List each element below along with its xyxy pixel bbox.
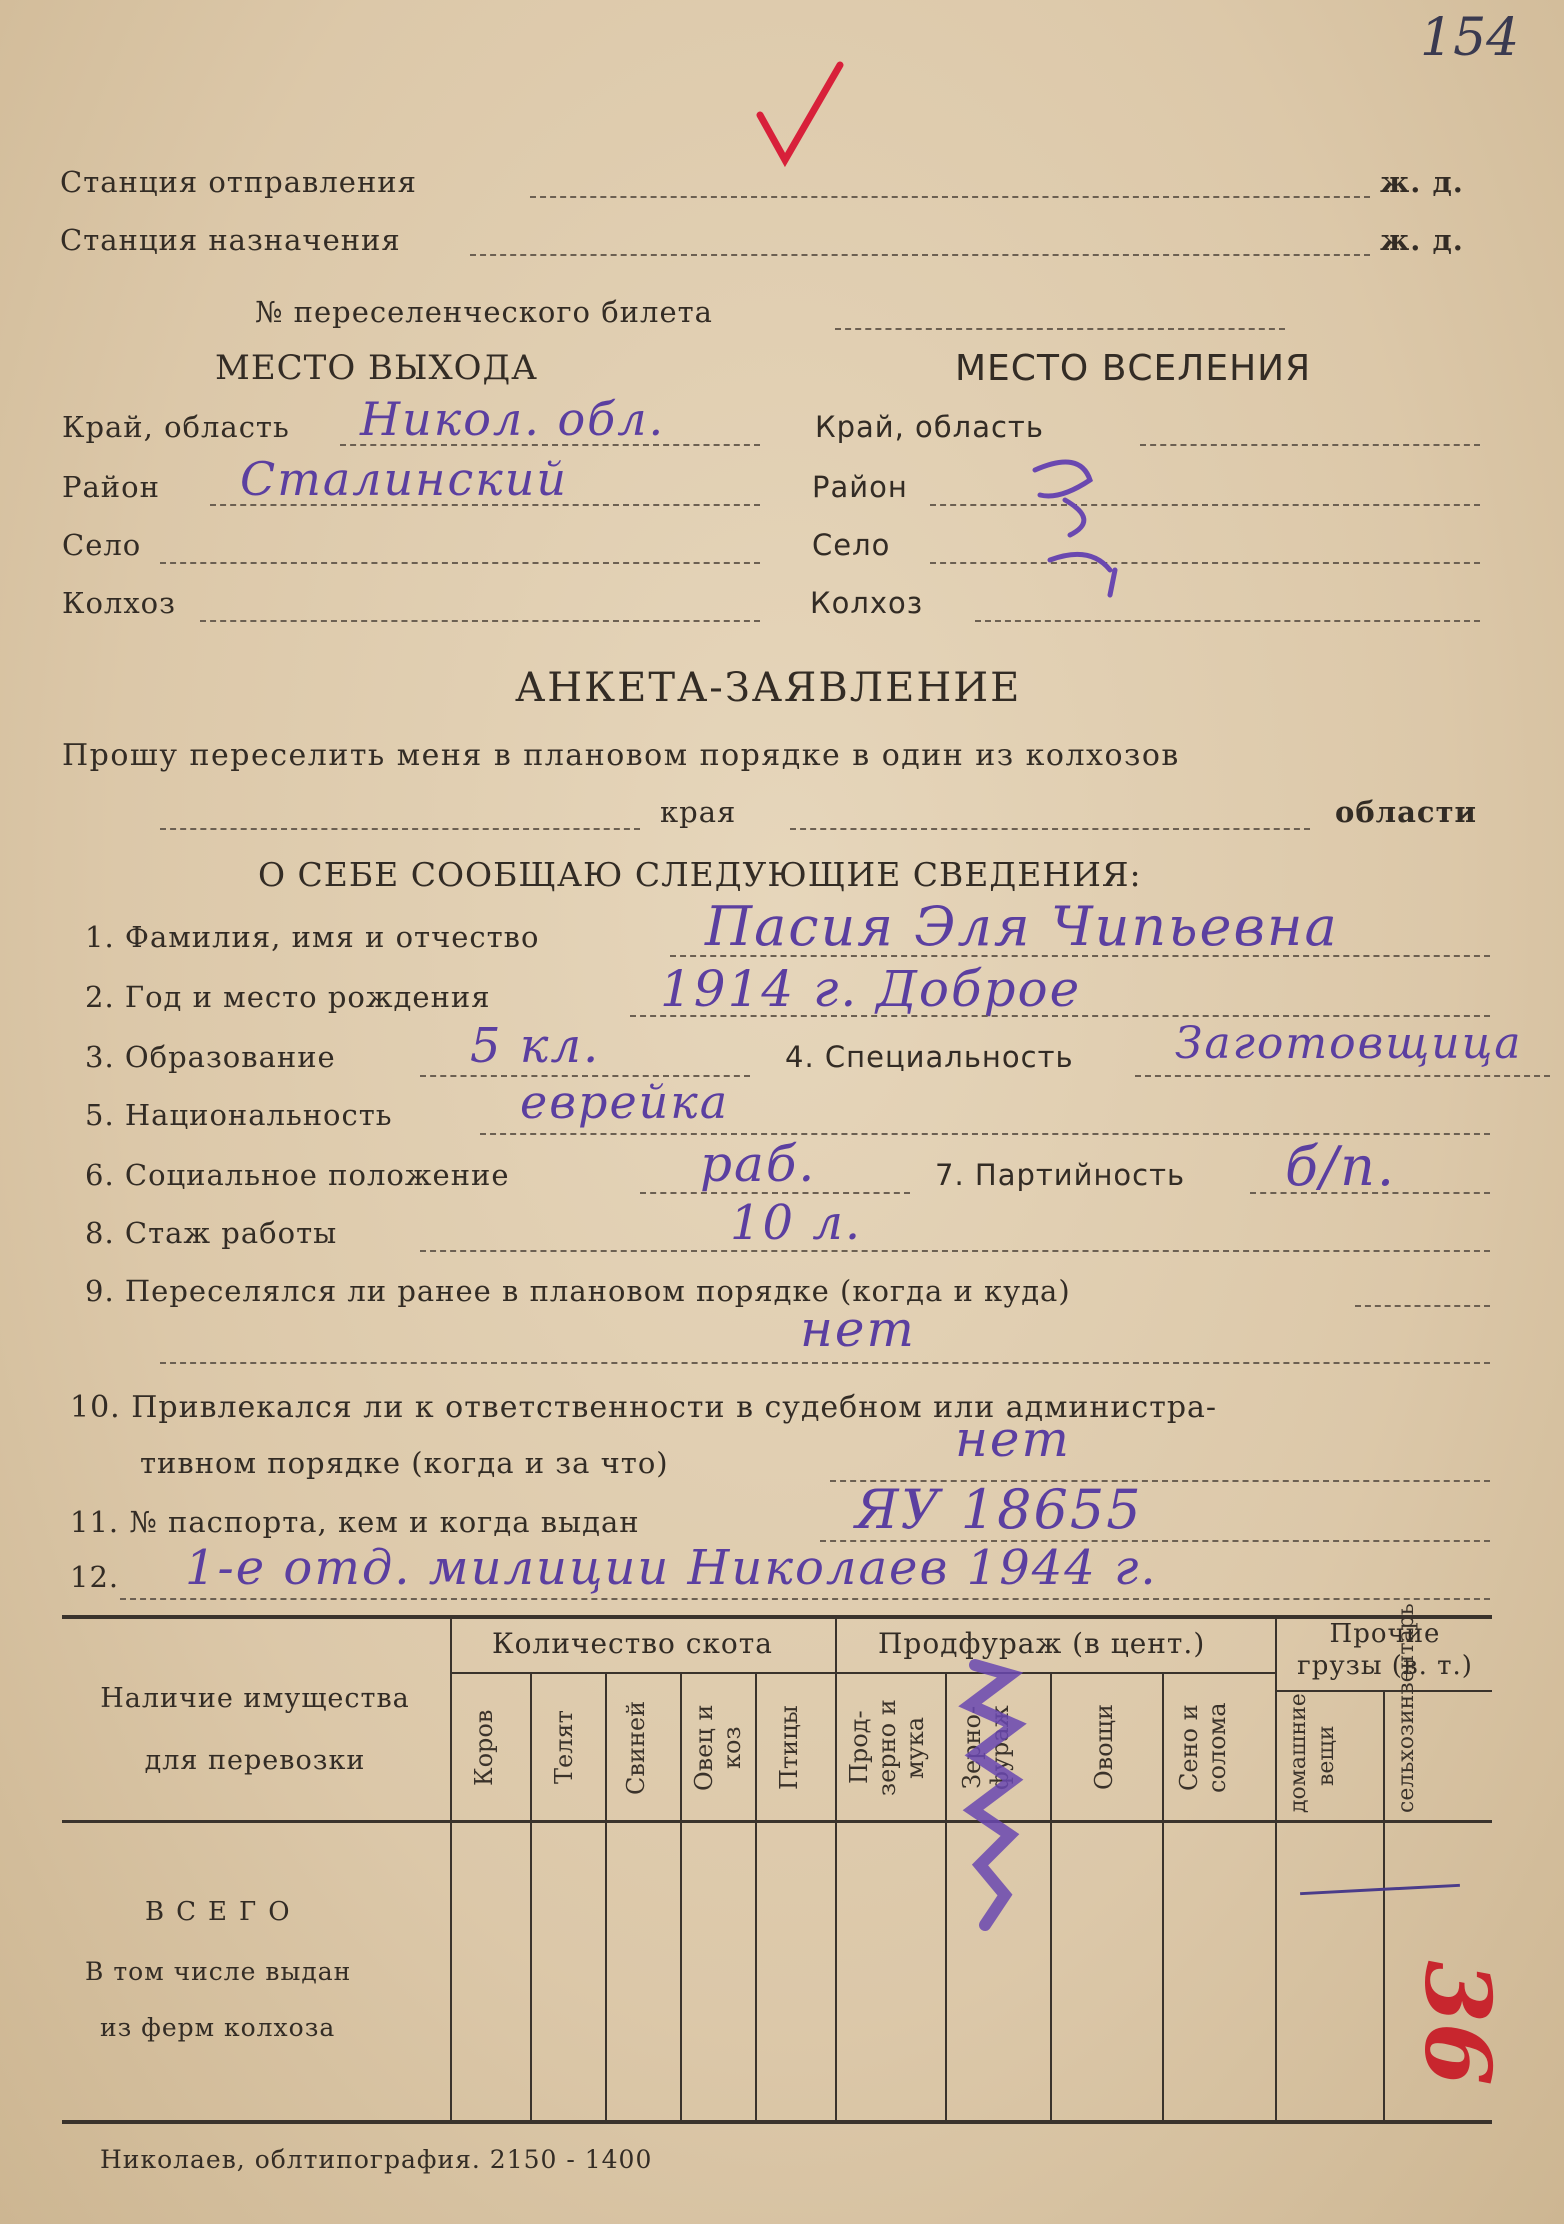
form-title: АНКЕТА-ЗАЯВЛЕНИЕ — [515, 665, 1022, 711]
dest-district-label: Район — [812, 470, 908, 504]
scribble-mark — [1020, 450, 1140, 600]
origin-region-label: Край, область — [62, 410, 290, 444]
field-2-line — [630, 1015, 1490, 1017]
field-8-label: 8. Стаж работы — [85, 1216, 338, 1250]
check-mark-icon — [755, 60, 845, 170]
other-dash — [1300, 1884, 1460, 1895]
origin-village-label: Село — [62, 528, 142, 562]
property-header: Наличие имущества для перевозки — [100, 1683, 410, 1776]
destination-station-line — [470, 254, 1370, 256]
col-vegetables: Овощи — [1090, 1704, 1118, 1791]
issued-label-2: из ферм колхоза — [100, 2013, 336, 2042]
dest-region-line — [1140, 444, 1480, 446]
field-9-line-b — [160, 1362, 1490, 1364]
origin-district-value: Сталинский — [240, 452, 568, 506]
rail-suffix-1: ж. д. — [1380, 165, 1464, 199]
field-11-label: 11. № паспорта, кем и когда выдан — [70, 1505, 640, 1539]
origin-village-line — [160, 562, 760, 564]
col-sheep: Овец и коз — [690, 1704, 746, 1791]
dest-region-label: Край, область — [815, 410, 1044, 444]
col-fodder: Зерно-фураж — [958, 1705, 1014, 1790]
field-4-value: Заготовщица — [1175, 1018, 1523, 1069]
field-4-label: 4. Специальность — [785, 1040, 1074, 1074]
field-3-label: 3. Образование — [85, 1040, 336, 1074]
origin-region-line — [340, 444, 760, 446]
issued-label-1: В том числе выдан — [85, 1957, 352, 1986]
field-9-line-a — [1355, 1305, 1490, 1307]
dest-kolkhoz-line — [975, 620, 1480, 622]
rail-suffix-2: ж. д. — [1380, 223, 1464, 257]
corner-mark: 36 — [1404, 1960, 1511, 2086]
departure-station-line — [530, 196, 1370, 198]
col-equipment: сельхозинвентарь — [1394, 1603, 1419, 1813]
field-9-label: 9. Переселялся ли ранее в плановом порядке (когда и куда) — [85, 1274, 1071, 1308]
origin-district-label: Район — [62, 470, 160, 504]
field-7-line — [1250, 1192, 1490, 1194]
field-6-value: раб. — [700, 1135, 817, 1193]
field-1-label: 1. Фамилия, имя и отчество — [85, 920, 540, 954]
departure-station-label: Станция отправления — [60, 165, 417, 199]
origin-title: МЕСТО ВЫХОДА — [215, 348, 538, 388]
field-7-label: 7. Партийность — [935, 1158, 1186, 1192]
field-1-value: Пасия Эля Чипьевна — [705, 895, 1339, 958]
field-3-value: 5 кл. — [470, 1018, 601, 1074]
field-6-label: 6. Социальное положение — [85, 1158, 510, 1192]
request-line: Прошу переселить меня в плановом порядке в один из колхозов — [62, 738, 1180, 773]
field-12-line — [120, 1598, 1490, 1600]
field-12-value: 1-е отд. милиции Николаев 1944 г. — [185, 1540, 1158, 1596]
archive-number: 154 — [1420, 8, 1520, 68]
ticket-number-label: № переселенческого билета — [255, 295, 713, 329]
col-grain: Прод-зерно и мука — [845, 1699, 929, 1796]
field-4-line — [1135, 1075, 1550, 1077]
col-pigs: Свиней — [622, 1700, 650, 1795]
total-label: ВСЕГО — [145, 1897, 302, 1927]
origin-region-value: Никол. обл. — [360, 392, 666, 446]
col-cows: Коров — [470, 1709, 498, 1786]
col-poultry: Птицы — [775, 1705, 803, 1790]
oblast-label: области — [1335, 795, 1478, 829]
field-7-value: б/п. — [1285, 1135, 1397, 1198]
dest-district-line — [930, 504, 1480, 506]
field-10-label-1: 10. Привлекался ли к ответственности в судебном или администра- — [70, 1390, 1218, 1425]
info-heading: О СЕБЕ СООБЩАЮ СЛЕДУЮЩИЕ СВЕДЕНИЯ: — [258, 855, 1142, 894]
origin-district-line — [210, 504, 760, 506]
kray-line-right — [790, 828, 1310, 830]
field-1-line — [670, 955, 1490, 957]
kray-label: края — [660, 795, 737, 829]
field-11-value: ЯУ 18655 — [855, 1478, 1143, 1541]
field-12-label: 12. — [70, 1560, 120, 1594]
col-calves: Телят — [550, 1710, 578, 1785]
field-8-value: 10 л. — [730, 1195, 863, 1251]
field-9-value: нет — [800, 1300, 916, 1358]
fodder-scribble — [955, 1655, 1035, 1945]
col-hay: Сено и солома — [1175, 1702, 1231, 1793]
col-household: домашние вещи — [1286, 1693, 1339, 1813]
kray-line-left — [160, 828, 640, 830]
destination-station-label: Станция назначения — [60, 223, 401, 257]
dest-village-line — [930, 562, 1480, 564]
feed-header: Продфураж (в цент.) — [878, 1627, 1206, 1660]
footer-printer: Николаев, облтипография. 2150 - 1400 — [100, 2145, 653, 2174]
field-6-line — [640, 1192, 910, 1194]
livestock-header: Количество скота — [492, 1627, 773, 1660]
dest-kolkhoz-label: Колхоз — [810, 586, 924, 620]
ticket-number-line — [835, 328, 1285, 330]
dest-village-label: Село — [812, 528, 891, 562]
origin-kolkhoz-line — [200, 620, 760, 622]
other-header: Прочие грузы (в. т.) — [1297, 1619, 1473, 1681]
origin-kolkhoz-label: Колхоз — [62, 586, 176, 620]
destination-title: МЕСТО ВСЕЛЕНИЯ — [955, 348, 1312, 389]
field-10-value: нет — [955, 1410, 1071, 1468]
field-10-label-2: тивном порядке (когда и за что) — [140, 1446, 669, 1480]
field-8-line — [420, 1250, 1490, 1252]
field-2-value: 1914 г. Доброе — [660, 960, 1082, 1018]
field-5-value: еврейка — [520, 1075, 730, 1129]
field-2-label: 2. Год и место рождения — [85, 980, 491, 1014]
field-5-label: 5. Национальность — [85, 1098, 393, 1132]
